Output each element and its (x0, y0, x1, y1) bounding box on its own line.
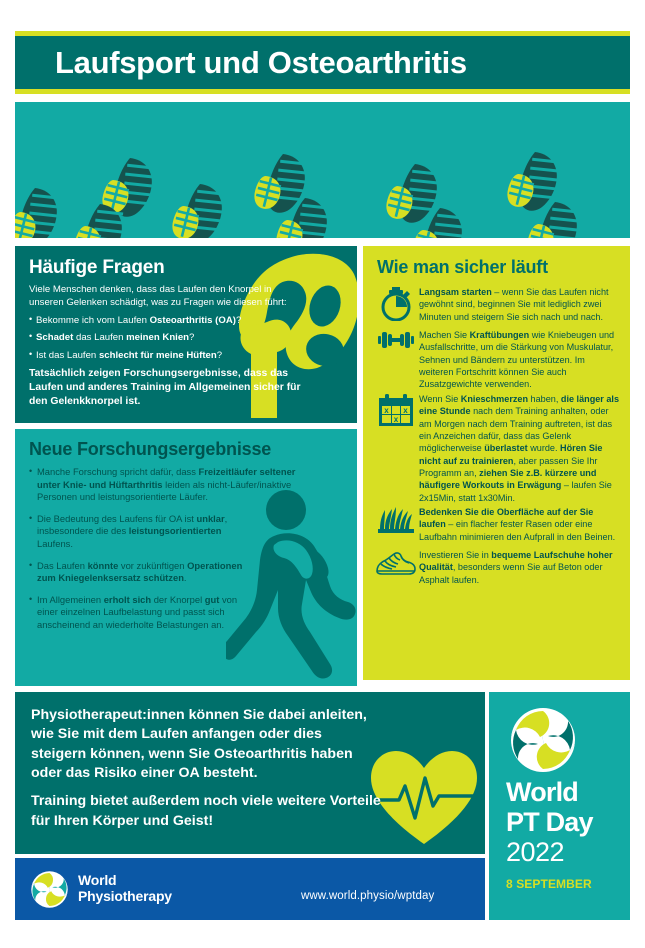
research-item-3: • Das Laufen könnte vor zukünftigen Operationen zum Kniegelenksersatz schützen. (29, 560, 250, 585)
tip-surface (373, 505, 620, 547)
safe-running-heading: Wie man sicher läuft (377, 257, 548, 277)
research-list (29, 466, 307, 632)
faq-conclusion: Tatsächlich zeigen Forschungsergebnisse, dass das Laufen und anderes Training im Allgemeinen sicher für den Gelenkknorpel ist. (29, 368, 301, 407)
heart-pulse-icon (369, 748, 479, 846)
tip-knee-pain-text: Wenn Sie Knieschmerzen haben, die länger als eine Stunde nach dem Training anhalten, oder am Morgen nach dem Training auftreten, ist das ein Anzeichen dafür, dass das Gelenk möglicherweise überlastet wurde. Hören Sie nicht auf zu trainieren, aber passen Sie Ihr Programm an, ziehen Sie z.B. kürzere und häufigere Workouts in Erwägung – laufen Sie 2x15Min, statt 1x30Min. (419, 393, 620, 503)
research-item-4: • Im Allgemeinen erholt sich der Knorpel gut von einer einzelnen Laufbelastung und passt sich anscheinend an wiederholte Belastungen an. (29, 594, 250, 632)
tip-start-slow-text: Langsam starten – wenn Sie das Laufen nicht gewöhnt sind, beginnen Sie mit lediglich zwei Minuten und steigern Sie sich nach und nach. (419, 287, 609, 322)
left-column (15, 246, 357, 686)
header-bottom-rule (15, 89, 630, 94)
dumbbell-icon (373, 328, 419, 370)
message-paragraph-1: Physiotherapeut:innen können Sie dabei anleiten, wie Sie mit dem Laufen anfangen oder dies steigern können, wenn Sie Osteoarthritis haben oder das Risiko einer OA besteht. (31, 707, 367, 781)
footer-org-line-1: World (78, 872, 117, 888)
svg-text:x: x (384, 405, 389, 415)
tip-surface-text: Bedenken Sie die Oberfläche auf der Sie laufen – ein flacher fester Rasen oder eine Laufbahn minimieren den Aufprall in den Beinen. (419, 507, 616, 542)
message-paragraph-2: Training bietet außerdem noch viele weitere Vorteile für Ihren Körper und Geist! (31, 793, 381, 829)
faq-question-3: • Ist das Laufen schlecht für meine Hüften? (29, 350, 304, 362)
stopwatch-icon (373, 285, 419, 327)
tip-start-slow (373, 285, 620, 327)
faq-heading: Häufige Fragen (29, 257, 165, 278)
research-card (15, 429, 357, 686)
page-title: Laufsport und Osteoarthritis (55, 45, 467, 80)
research-item-2: • Die Bedeutung des Laufens für OA ist unklar, insbesondere die des leistungsorientierten Laufens. (29, 513, 250, 551)
footprints-pattern-icon (15, 102, 630, 238)
footer-org-line-2: Physiotherapy (78, 888, 172, 904)
tip-knee-pain (373, 392, 620, 504)
safe-running-panel (363, 246, 630, 680)
physiotherapist-message (15, 692, 485, 854)
svg-text:x: x (403, 405, 408, 415)
wptday-date: 8 SEPTEMBER (506, 877, 592, 891)
footer-world-physiotherapy-logo-icon (29, 869, 70, 910)
wptday-line-1: World (506, 777, 578, 807)
wptday-line-2: PT Day (506, 807, 593, 837)
research-item-1: • Manche Forschung spricht dafür, dass Freizeitläufer seltener unter Knie- und Hüftarthritis leiden als nicht-Läufer/inaktive Personen und leistungsorientierte Läufer. (29, 466, 307, 504)
faq-lead: Viele Menschen denken, dass das Laufen den Knorpel in unseren Gelenken schädigt, was zu Fragen wie diesen führt: (29, 284, 287, 308)
world-pt-day-panel (489, 692, 630, 920)
faq-question-2: • Schadet das Laufen meinen Knien? (29, 332, 304, 344)
footer-url[interactable]: www.world.physio/wptday (301, 890, 435, 902)
research-heading: Neue Forschungsergebnisse (29, 439, 272, 459)
svg-text:x: x (393, 414, 399, 424)
footprints-banner (15, 102, 630, 238)
world-physiotherapy-pinwheel-logo-icon (507, 704, 579, 776)
faq-question-list (29, 315, 304, 362)
faq-question-1: • Bekomme ich vom Laufen Osteoarthritis (OA)? (29, 315, 304, 327)
safe-running-tip-list (363, 285, 630, 590)
faq-card (15, 246, 357, 423)
tip-strength-text: Machen Sie Kraftübungen wie Kniebeugen und Ausfallschritte, um die Stärkung von Muskulatur, Sehnen und Bändern zu unterstützen. Im weiteren Fortschritt können Sie auch Zusatzgewichte verwenden. (419, 330, 615, 390)
header-title-bar (15, 36, 630, 89)
tip-strength (373, 328, 620, 391)
running-shoe-icon (373, 548, 419, 590)
wptday-year: 2022 (506, 837, 565, 867)
footer-bar (15, 858, 485, 920)
calendar-icon (373, 392, 419, 434)
grass-icon (373, 505, 419, 547)
tip-shoes-text: Investieren Sie in bequeme Laufschuhe hoher Qualität, besonders wenn Sie auf Beton oder Asphalt laufen. (419, 550, 613, 585)
tip-shoes (373, 548, 620, 590)
